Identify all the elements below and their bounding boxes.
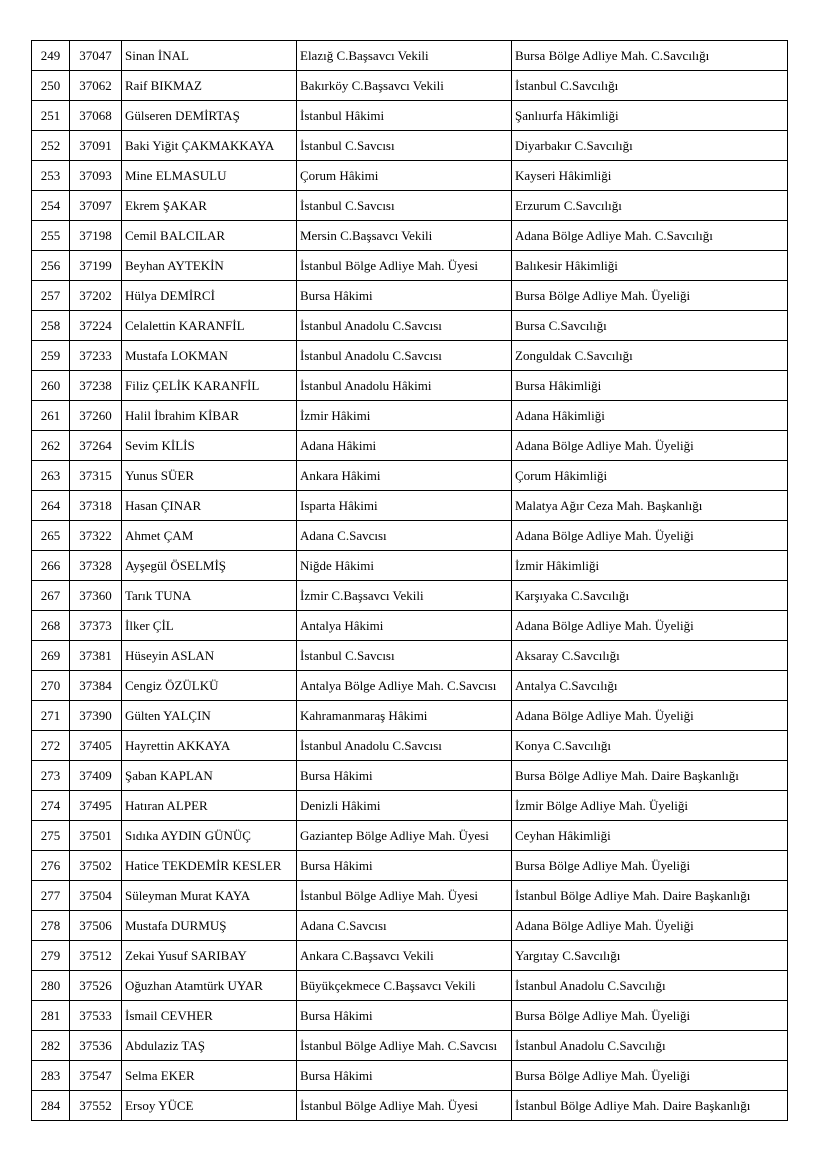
registry-number-cell: 37502 (70, 851, 122, 881)
row-number-cell: 253 (32, 161, 70, 191)
person-name-cell: Ersoy YÜCE (122, 1091, 297, 1121)
current-position-cell: İstanbul C.Savcısı (297, 131, 512, 161)
person-name-cell: Ekrem ŞAKAR (122, 191, 297, 221)
row-number-cell: 279 (32, 941, 70, 971)
person-name-cell: Cengiz ÖZÜLKÜ (122, 671, 297, 701)
new-assignment-cell: Yargıtay C.Savcılığı (512, 941, 788, 971)
new-assignment-cell: Bursa Bölge Adliye Mah. Üyeliği (512, 1061, 788, 1091)
registry-number-cell: 37533 (70, 1001, 122, 1031)
table-row (32, 221, 788, 251)
table-row (32, 371, 788, 401)
current-position-cell: İstanbul Anadolu C.Savcısı (297, 341, 512, 371)
table-row (32, 761, 788, 791)
person-name-cell: İsmail CEVHER (122, 1001, 297, 1031)
current-position-cell: Isparta Hâkimi (297, 491, 512, 521)
new-assignment-cell: İstanbul C.Savcılığı (512, 71, 788, 101)
new-assignment-cell: İzmir Bölge Adliye Mah. Üyeliği (512, 791, 788, 821)
new-assignment-cell: Çorum Hâkimliği (512, 461, 788, 491)
row-number-cell: 276 (32, 851, 70, 881)
registry-number-cell: 37495 (70, 791, 122, 821)
new-assignment-cell: Adana Bölge Adliye Mah. Üyeliği (512, 521, 788, 551)
registry-number-cell: 37202 (70, 281, 122, 311)
row-number-cell: 263 (32, 461, 70, 491)
row-number-cell: 278 (32, 911, 70, 941)
person-name-cell: Mine ELMASULU (122, 161, 297, 191)
table-row (32, 941, 788, 971)
person-name-cell: Baki Yiğit ÇAKMAKKAYA (122, 131, 297, 161)
row-number-cell: 280 (32, 971, 70, 1001)
registry-number-cell: 37360 (70, 581, 122, 611)
person-name-cell: Oğuzhan Atamtürk UYAR (122, 971, 297, 1001)
new-assignment-cell: İzmir Hâkimliği (512, 551, 788, 581)
person-name-cell: Mustafa LOKMAN (122, 341, 297, 371)
registry-number-cell: 37552 (70, 1091, 122, 1121)
current-position-cell: Bursa Hâkimi (297, 281, 512, 311)
row-number-cell: 271 (32, 701, 70, 731)
row-number-cell: 281 (32, 1001, 70, 1031)
person-name-cell: Filiz ÇELİK KARANFİL (122, 371, 297, 401)
new-assignment-cell: Erzurum C.Savcılığı (512, 191, 788, 221)
row-number-cell: 267 (32, 581, 70, 611)
registry-number-cell: 37260 (70, 401, 122, 431)
person-name-cell: Süleyman Murat KAYA (122, 881, 297, 911)
registry-number-cell: 37409 (70, 761, 122, 791)
table-row (32, 461, 788, 491)
table-row (32, 431, 788, 461)
table-body (32, 41, 788, 1121)
person-name-cell: Sıdıka AYDIN GÜNÜÇ (122, 821, 297, 851)
current-position-cell: Bursa Hâkimi (297, 851, 512, 881)
new-assignment-cell: Kayseri Hâkimliği (512, 161, 788, 191)
person-name-cell: Raif BIKMAZ (122, 71, 297, 101)
new-assignment-cell: İstanbul Bölge Adliye Mah. Daire Başkanlığı (512, 1091, 788, 1121)
row-number-cell: 269 (32, 641, 70, 671)
current-position-cell: Antalya Bölge Adliye Mah. C.Savcısı (297, 671, 512, 701)
registry-number-cell: 37390 (70, 701, 122, 731)
registry-number-cell: 37199 (70, 251, 122, 281)
person-name-cell: Ahmet ÇAM (122, 521, 297, 551)
new-assignment-cell: İstanbul Bölge Adliye Mah. Daire Başkanlığı (512, 881, 788, 911)
registry-number-cell: 37405 (70, 731, 122, 761)
row-number-cell: 264 (32, 491, 70, 521)
registry-number-cell: 37097 (70, 191, 122, 221)
table-row (32, 191, 788, 221)
new-assignment-cell: Adana Bölge Adliye Mah. Üyeliği (512, 611, 788, 641)
person-name-cell: Beyhan AYTEKİN (122, 251, 297, 281)
new-assignment-cell: Adana Bölge Adliye Mah. Üyeliği (512, 701, 788, 731)
person-name-cell: Celalettin KARANFİL (122, 311, 297, 341)
row-number-cell: 260 (32, 371, 70, 401)
registry-number-cell: 37504 (70, 881, 122, 911)
table-row (32, 611, 788, 641)
row-number-cell: 250 (32, 71, 70, 101)
registry-number-cell: 37233 (70, 341, 122, 371)
person-name-cell: Hasan ÇINAR (122, 491, 297, 521)
table-row (32, 311, 788, 341)
table-row (32, 581, 788, 611)
row-number-cell: 273 (32, 761, 70, 791)
person-name-cell: Hatice TEKDEMİR KESLER (122, 851, 297, 881)
current-position-cell: Denizli Hâkimi (297, 791, 512, 821)
current-position-cell: İstanbul Bölge Adliye Mah. Üyesi (297, 881, 512, 911)
current-position-cell: İstanbul C.Savcısı (297, 641, 512, 671)
table-row (32, 821, 788, 851)
current-position-cell: Ankara Hâkimi (297, 461, 512, 491)
new-assignment-cell: Karşıyaka C.Savcılığı (512, 581, 788, 611)
current-position-cell: İzmir C.Başsavcı Vekili (297, 581, 512, 611)
registry-number-cell: 37238 (70, 371, 122, 401)
current-position-cell: Çorum Hâkimi (297, 161, 512, 191)
row-number-cell: 256 (32, 251, 70, 281)
current-position-cell: Bursa Hâkimi (297, 1061, 512, 1091)
current-position-cell: Bakırköy C.Başsavcı Vekili (297, 71, 512, 101)
current-position-cell: Adana C.Savcısı (297, 521, 512, 551)
person-name-cell: Gülseren DEMİRTAŞ (122, 101, 297, 131)
table-row (32, 851, 788, 881)
table-row (32, 101, 788, 131)
table-row (32, 1091, 788, 1121)
registry-number-cell: 37526 (70, 971, 122, 1001)
row-number-cell: 274 (32, 791, 70, 821)
registry-number-cell: 37322 (70, 521, 122, 551)
row-number-cell: 255 (32, 221, 70, 251)
table-row (32, 731, 788, 761)
registry-number-cell: 37536 (70, 1031, 122, 1061)
table-row (32, 401, 788, 431)
current-position-cell: İstanbul Anadolu C.Savcısı (297, 731, 512, 761)
registry-number-cell: 37384 (70, 671, 122, 701)
new-assignment-cell: Antalya C.Savcılığı (512, 671, 788, 701)
registry-number-cell: 37501 (70, 821, 122, 851)
current-position-cell: Adana Hâkimi (297, 431, 512, 461)
new-assignment-cell: Zonguldak C.Savcılığı (512, 341, 788, 371)
row-number-cell: 249 (32, 41, 70, 71)
current-position-cell: Mersin C.Başsavcı Vekili (297, 221, 512, 251)
new-assignment-cell: Bursa Bölge Adliye Mah. Üyeliği (512, 281, 788, 311)
person-name-cell: Cemil BALCILAR (122, 221, 297, 251)
person-name-cell: Abdulaziz TAŞ (122, 1031, 297, 1061)
table-row (32, 971, 788, 1001)
new-assignment-cell: Bursa Bölge Adliye Mah. Üyeliği (512, 1001, 788, 1031)
registry-number-cell: 37328 (70, 551, 122, 581)
table-row (32, 701, 788, 731)
person-name-cell: Tarık TUNA (122, 581, 297, 611)
person-name-cell: Selma EKER (122, 1061, 297, 1091)
person-name-cell: Hayrettin AKKAYA (122, 731, 297, 761)
table-row (32, 1061, 788, 1091)
table-row (32, 641, 788, 671)
registry-number-cell: 37512 (70, 941, 122, 971)
row-number-cell: 270 (32, 671, 70, 701)
current-position-cell: Ankara C.Başsavcı Vekili (297, 941, 512, 971)
table-row (32, 551, 788, 581)
registry-number-cell: 37091 (70, 131, 122, 161)
registry-number-cell: 37315 (70, 461, 122, 491)
current-position-cell: İstanbul C.Savcısı (297, 191, 512, 221)
registry-number-cell: 37047 (70, 41, 122, 71)
table-row (32, 131, 788, 161)
new-assignment-cell: Şanlıurfa Hâkimliği (512, 101, 788, 131)
row-number-cell: 254 (32, 191, 70, 221)
table-row (32, 1031, 788, 1061)
table-row (32, 491, 788, 521)
row-number-cell: 251 (32, 101, 70, 131)
registry-number-cell: 37068 (70, 101, 122, 131)
row-number-cell: 265 (32, 521, 70, 551)
registry-number-cell: 37264 (70, 431, 122, 461)
person-name-cell: Mustafa DURMUŞ (122, 911, 297, 941)
registry-number-cell: 37062 (70, 71, 122, 101)
person-name-cell: Hüseyin ASLAN (122, 641, 297, 671)
assignment-table (31, 40, 788, 1121)
new-assignment-cell: İstanbul Anadolu C.Savcılığı (512, 971, 788, 1001)
new-assignment-cell: Diyarbakır C.Savcılığı (512, 131, 788, 161)
new-assignment-cell: Adana Bölge Adliye Mah. Üyeliği (512, 431, 788, 461)
new-assignment-cell: Balıkesir Hâkimliği (512, 251, 788, 281)
row-number-cell: 258 (32, 311, 70, 341)
current-position-cell: Adana C.Savcısı (297, 911, 512, 941)
current-position-cell: Bursa Hâkimi (297, 1001, 512, 1031)
registry-number-cell: 37198 (70, 221, 122, 251)
person-name-cell: Gülten YALÇIN (122, 701, 297, 731)
new-assignment-cell: Adana Bölge Adliye Mah. Üyeliği (512, 911, 788, 941)
current-position-cell: İstanbul Bölge Adliye Mah. Üyesi (297, 1091, 512, 1121)
person-name-cell: Sinan İNAL (122, 41, 297, 71)
registry-number-cell: 37381 (70, 641, 122, 671)
table-row (32, 281, 788, 311)
table-row (32, 791, 788, 821)
table-row (32, 911, 788, 941)
table-row (32, 251, 788, 281)
current-position-cell: Büyükçekmece C.Başsavcı Vekili (297, 971, 512, 1001)
person-name-cell: Sevim KİLİS (122, 431, 297, 461)
row-number-cell: 262 (32, 431, 70, 461)
row-number-cell: 284 (32, 1091, 70, 1121)
current-position-cell: İstanbul Anadolu Hâkimi (297, 371, 512, 401)
table-row (32, 71, 788, 101)
table-row (32, 521, 788, 551)
row-number-cell: 257 (32, 281, 70, 311)
person-name-cell: Zekai Yusuf SARIBAY (122, 941, 297, 971)
table-row (32, 1001, 788, 1031)
row-number-cell: 282 (32, 1031, 70, 1061)
person-name-cell: Hatıran ALPER (122, 791, 297, 821)
person-name-cell: Yunus SÜER (122, 461, 297, 491)
new-assignment-cell: Adana Hâkimliği (512, 401, 788, 431)
person-name-cell: Ayşegül ÖSELMİŞ (122, 551, 297, 581)
current-position-cell: İstanbul Hâkimi (297, 101, 512, 131)
table-row (32, 161, 788, 191)
new-assignment-cell: Ceyhan Hâkimliği (512, 821, 788, 851)
new-assignment-cell: Bursa Bölge Adliye Mah. C.Savcılığı (512, 41, 788, 71)
current-position-cell: Bursa Hâkimi (297, 761, 512, 791)
table-row (32, 341, 788, 371)
registry-number-cell: 37506 (70, 911, 122, 941)
current-position-cell: İstanbul Bölge Adliye Mah. C.Savcısı (297, 1031, 512, 1061)
row-number-cell: 252 (32, 131, 70, 161)
new-assignment-cell: Malatya Ağır Ceza Mah. Başkanlığı (512, 491, 788, 521)
current-position-cell: Niğde Hâkimi (297, 551, 512, 581)
new-assignment-cell: Bursa Bölge Adliye Mah. Daire Başkanlığı (512, 761, 788, 791)
current-position-cell: Kahramanmaraş Hâkimi (297, 701, 512, 731)
row-number-cell: 268 (32, 611, 70, 641)
current-position-cell: Elazığ C.Başsavcı Vekili (297, 41, 512, 71)
table-row (32, 881, 788, 911)
person-name-cell: İlker ÇİL (122, 611, 297, 641)
registry-number-cell: 37547 (70, 1061, 122, 1091)
current-position-cell: İstanbul Bölge Adliye Mah. Üyesi (297, 251, 512, 281)
row-number-cell: 277 (32, 881, 70, 911)
row-number-cell: 283 (32, 1061, 70, 1091)
row-number-cell: 272 (32, 731, 70, 761)
new-assignment-cell: Bursa Bölge Adliye Mah. Üyeliği (512, 851, 788, 881)
new-assignment-cell: İstanbul Anadolu C.Savcılığı (512, 1031, 788, 1061)
current-position-cell: İzmir Hâkimi (297, 401, 512, 431)
current-position-cell: İstanbul Anadolu C.Savcısı (297, 311, 512, 341)
row-number-cell: 275 (32, 821, 70, 851)
new-assignment-cell: Bursa Hâkimliği (512, 371, 788, 401)
registry-number-cell: 37224 (70, 311, 122, 341)
row-number-cell: 266 (32, 551, 70, 581)
new-assignment-cell: Konya C.Savcılığı (512, 731, 788, 761)
person-name-cell: Hülya DEMİRCİ (122, 281, 297, 311)
person-name-cell: Halil İbrahim KİBAR (122, 401, 297, 431)
new-assignment-cell: Aksaray C.Savcılığı (512, 641, 788, 671)
registry-number-cell: 37373 (70, 611, 122, 641)
new-assignment-cell: Adana Bölge Adliye Mah. C.Savcılığı (512, 221, 788, 251)
registry-number-cell: 37093 (70, 161, 122, 191)
registry-number-cell: 37318 (70, 491, 122, 521)
row-number-cell: 261 (32, 401, 70, 431)
current-position-cell: Antalya Hâkimi (297, 611, 512, 641)
person-name-cell: Şaban KAPLAN (122, 761, 297, 791)
table-row (32, 41, 788, 71)
new-assignment-cell: Bursa C.Savcılığı (512, 311, 788, 341)
current-position-cell: Gaziantep Bölge Adliye Mah. Üyesi (297, 821, 512, 851)
row-number-cell: 259 (32, 341, 70, 371)
table-row (32, 671, 788, 701)
